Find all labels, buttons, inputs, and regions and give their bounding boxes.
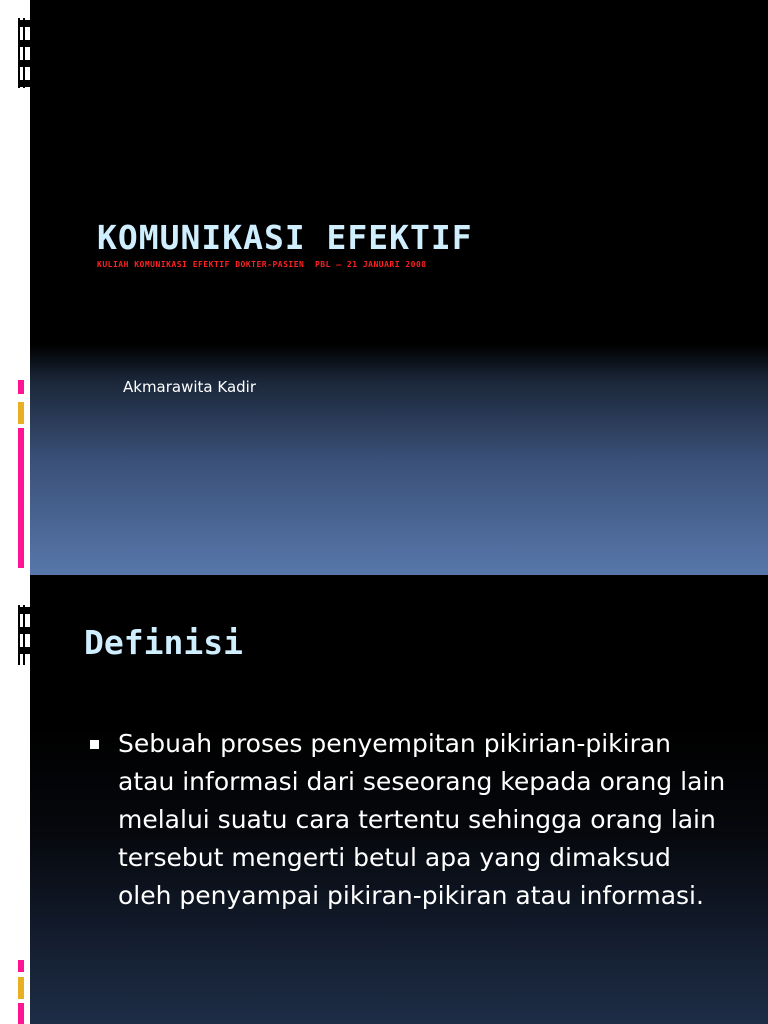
window-ladder-decoration [18,605,30,665]
pink-accent-mark [18,960,24,972]
pink-accent-bar [18,1003,24,1024]
slide-heading: Definisi [84,623,243,662]
list-item [90,725,730,915]
slide-title: KOMUNIKASI EFEKTIF [97,218,473,257]
slide-subtitle: KULIAH KOMUNIKASI EFEKTIF DOKTER-PASIEN PBL – 21 JANUARI 2008 [97,260,427,269]
window-ladder-decoration [18,18,30,88]
slide-author: Akmarawita Kadir [123,378,257,396]
gold-accent-mark [18,402,24,424]
square-bullet-icon [90,740,99,749]
pink-accent-mark [18,380,24,394]
bullet-list [90,725,730,915]
definition-slide [0,575,768,1024]
pink-accent-bar [18,428,24,568]
bullet-text: Sebuah proses penyempitan pikirian-pikiran atau informasi dari seseorang kepada orang lain melalui suatu cara tertentu sehingga orang lain tersebut mengerti betul apa yang dimaksud oleh penyampai pikiran-pikiran atau informasi. [118,729,726,910]
gold-accent-mark [18,977,24,999]
